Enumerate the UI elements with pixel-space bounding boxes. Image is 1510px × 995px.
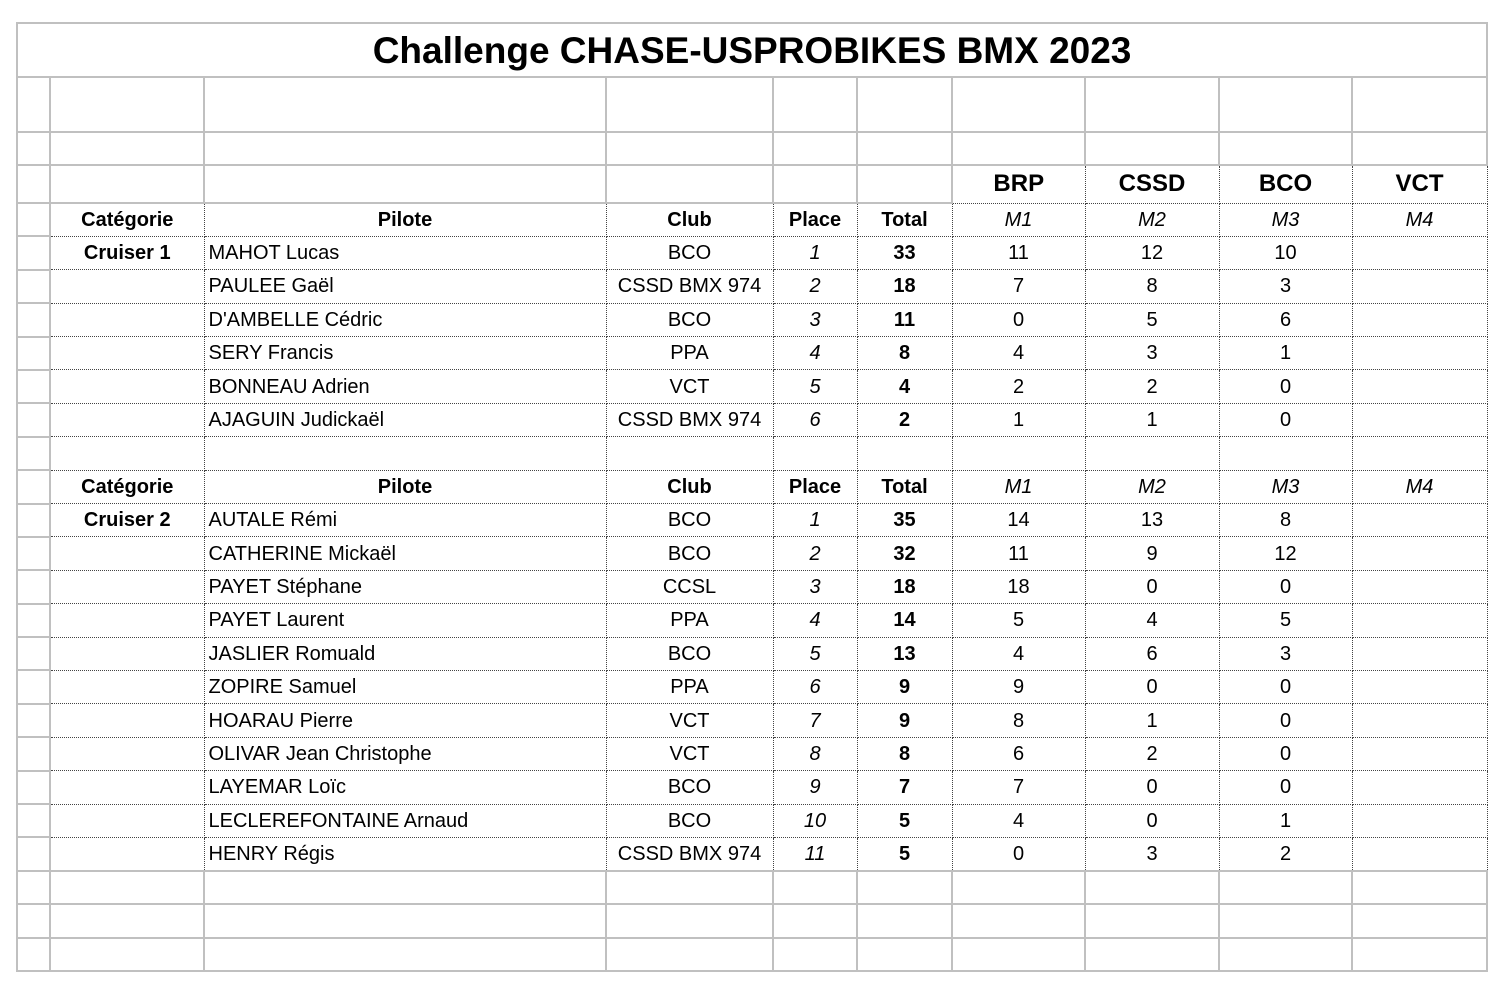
empty-cell[interactable]: [952, 77, 1085, 132]
header-total[interactable]: Total: [857, 203, 952, 236]
empty-cell[interactable]: [857, 165, 952, 203]
m1-cell[interactable]: 11: [952, 537, 1085, 570]
race-header-vct[interactable]: VCT: [1352, 165, 1487, 203]
table-row: [17, 737, 1487, 770]
empty-cell[interactable]: [1085, 437, 1219, 470]
header-club[interactable]: Club: [606, 470, 773, 503]
club-cell[interactable]: PPA: [606, 337, 773, 370]
empty-cell[interactable]: [17, 570, 50, 603]
club-cell[interactable]: PPA: [606, 604, 773, 637]
total-cell[interactable]: 13: [857, 637, 952, 670]
pilote-cell[interactable]: LECLEREFONTAINE Arnaud: [204, 804, 606, 837]
table-row: [17, 804, 1487, 837]
m3-cell[interactable]: 6: [1219, 303, 1352, 336]
m1-cell[interactable]: 9: [952, 670, 1085, 703]
empty-cell[interactable]: [17, 537, 50, 570]
empty-cell[interactable]: [1219, 132, 1352, 165]
empty-cell[interactable]: [1352, 871, 1487, 904]
m1-cell[interactable]: 5: [952, 604, 1085, 637]
m2-cell[interactable]: 13: [1085, 504, 1219, 537]
empty-cell[interactable]: [952, 132, 1085, 165]
empty-cell[interactable]: [50, 871, 204, 904]
pilote-cell[interactable]: MAHOT Lucas: [204, 236, 606, 269]
club-cell[interactable]: BCO: [606, 637, 773, 670]
m3-cell[interactable]: 0: [1219, 670, 1352, 703]
total-cell[interactable]: 5: [857, 804, 952, 837]
empty-cell[interactable]: [1085, 132, 1219, 165]
m2-cell[interactable]: 3: [1085, 337, 1219, 370]
empty-cell[interactable]: [17, 403, 50, 436]
m4-cell[interactable]: [1352, 704, 1487, 737]
race-header-brp[interactable]: BRP: [952, 165, 1085, 203]
place-cell[interactable]: 5: [773, 637, 857, 670]
m2-cell[interactable]: 2: [1085, 737, 1219, 770]
empty-cell[interactable]: [17, 77, 50, 132]
empty-cell[interactable]: [857, 437, 952, 470]
place-cell[interactable]: 3: [773, 303, 857, 336]
m3-cell[interactable]: 3: [1219, 270, 1352, 303]
category-label[interactable]: Cruiser 1: [50, 236, 204, 269]
club-cell[interactable]: VCT: [606, 737, 773, 770]
empty-cell[interactable]: [17, 165, 50, 203]
pilote-cell[interactable]: LAYEMAR Loïc: [204, 771, 606, 804]
empty-row: [17, 904, 1487, 937]
club-cell[interactable]: BCO: [606, 537, 773, 570]
m4-cell[interactable]: [1352, 337, 1487, 370]
m4-cell[interactable]: [1352, 804, 1487, 837]
place-cell[interactable]: 11: [773, 837, 857, 870]
m4-cell[interactable]: [1352, 604, 1487, 637]
m1-cell[interactable]: 7: [952, 270, 1085, 303]
m1-cell[interactable]: 4: [952, 337, 1085, 370]
empty-cell[interactable]: [17, 837, 50, 870]
header-categorie[interactable]: Catégorie: [50, 203, 204, 236]
place-cell[interactable]: 1: [773, 504, 857, 537]
empty-cell[interactable]: [773, 437, 857, 470]
empty-cell[interactable]: [17, 637, 50, 670]
place-cell[interactable]: 10: [773, 804, 857, 837]
empty-cell[interactable]: [17, 370, 50, 403]
place-cell[interactable]: 1: [773, 236, 857, 269]
pilote-cell[interactable]: D'AMBELLE Cédric: [204, 303, 606, 336]
empty-cell[interactable]: [857, 77, 952, 132]
header-m2[interactable]: M2: [1085, 203, 1219, 236]
category-cell[interactable]: [50, 370, 204, 403]
empty-cell[interactable]: [857, 871, 952, 904]
m1-cell[interactable]: 4: [952, 804, 1085, 837]
pilote-cell[interactable]: ZOPIRE Samuel: [204, 670, 606, 703]
place-cell[interactable]: 9: [773, 771, 857, 804]
m1-cell[interactable]: 8: [952, 704, 1085, 737]
category-cell[interactable]: [50, 737, 204, 770]
empty-cell[interactable]: [204, 871, 606, 904]
header-categorie[interactable]: Catégorie: [50, 470, 204, 503]
m4-cell[interactable]: [1352, 403, 1487, 436]
race-header-row: [17, 165, 1487, 203]
total-cell[interactable]: 9: [857, 704, 952, 737]
empty-row: [17, 938, 1487, 971]
race-header-cssd[interactable]: CSSD: [1085, 165, 1219, 203]
m3-cell[interactable]: 0: [1219, 737, 1352, 770]
table-row: [17, 604, 1487, 637]
club-cell[interactable]: BCO: [606, 804, 773, 837]
category-cell[interactable]: [50, 403, 204, 436]
empty-cell[interactable]: [17, 871, 50, 904]
m2-cell[interactable]: 1: [1085, 403, 1219, 436]
table-row: [17, 837, 1487, 870]
table-row: [17, 303, 1487, 336]
empty-cell[interactable]: [17, 904, 50, 937]
table-row: [17, 403, 1487, 436]
total-cell[interactable]: 32: [857, 537, 952, 570]
m1-cell[interactable]: 18: [952, 570, 1085, 603]
empty-cell[interactable]: [17, 132, 50, 165]
pilote-cell[interactable]: HENRY Régis: [204, 837, 606, 870]
empty-cell[interactable]: [1352, 938, 1487, 971]
m3-cell[interactable]: 12: [1219, 537, 1352, 570]
standings-table: [16, 22, 1488, 972]
empty-cell[interactable]: [773, 871, 857, 904]
empty-cell[interactable]: [1352, 437, 1487, 470]
pilote-cell[interactable]: PAYET Laurent: [204, 604, 606, 637]
empty-cell[interactable]: [952, 938, 1085, 971]
place-cell[interactable]: 5: [773, 370, 857, 403]
category-cell[interactable]: [50, 570, 204, 603]
m4-cell[interactable]: [1352, 370, 1487, 403]
table-row: [17, 370, 1487, 403]
pilote-cell[interactable]: JASLIER Romuald: [204, 637, 606, 670]
m3-cell[interactable]: 5: [1219, 604, 1352, 637]
m1-cell[interactable]: 7: [952, 771, 1085, 804]
empty-cell[interactable]: [606, 77, 773, 132]
empty-cell[interactable]: [1352, 132, 1487, 165]
m1-cell[interactable]: 6: [952, 737, 1085, 770]
empty-cell[interactable]: [17, 303, 50, 336]
m2-cell[interactable]: 2: [1085, 370, 1219, 403]
header-m3[interactable]: M3: [1219, 203, 1352, 236]
m1-cell[interactable]: 0: [952, 837, 1085, 870]
m2-cell[interactable]: 0: [1085, 570, 1219, 603]
empty-cell[interactable]: [17, 337, 50, 370]
empty-cell[interactable]: [204, 938, 606, 971]
m3-cell[interactable]: 2: [1219, 837, 1352, 870]
pilote-cell[interactable]: AUTALE Rémi: [204, 504, 606, 537]
empty-cell[interactable]: [952, 437, 1085, 470]
m3-cell[interactable]: 0: [1219, 570, 1352, 603]
m3-cell[interactable]: 1: [1219, 337, 1352, 370]
pilote-cell[interactable]: BONNEAU Adrien: [204, 370, 606, 403]
empty-cell[interactable]: [773, 132, 857, 165]
total-cell[interactable]: 5: [857, 837, 952, 870]
m2-cell[interactable]: 5: [1085, 303, 1219, 336]
m4-cell[interactable]: [1352, 771, 1487, 804]
empty-cell[interactable]: [50, 132, 204, 165]
header-pilote[interactable]: Pilote: [204, 203, 606, 236]
m2-cell[interactable]: 4: [1085, 604, 1219, 637]
place-cell[interactable]: 7: [773, 704, 857, 737]
m1-cell[interactable]: 11: [952, 236, 1085, 269]
empty-cell[interactable]: [606, 437, 773, 470]
empty-cell[interactable]: [773, 938, 857, 971]
m2-cell[interactable]: 12: [1085, 236, 1219, 269]
empty-cell[interactable]: [17, 804, 50, 837]
empty-cell[interactable]: [1219, 938, 1352, 971]
empty-cell[interactable]: [606, 132, 773, 165]
empty-cell[interactable]: [204, 904, 606, 937]
m4-cell[interactable]: [1352, 537, 1487, 570]
empty-cell[interactable]: [17, 737, 50, 770]
table-row: [17, 771, 1487, 804]
category-cell[interactable]: [50, 537, 204, 570]
m4-cell[interactable]: [1352, 637, 1487, 670]
total-cell[interactable]: 33: [857, 236, 952, 269]
header-m2[interactable]: M2: [1085, 470, 1219, 503]
category-cell[interactable]: [50, 303, 204, 336]
header-m4[interactable]: M4: [1352, 470, 1487, 503]
empty-row: [17, 437, 1487, 470]
category-label[interactable]: Cruiser 2: [50, 504, 204, 537]
category-cell[interactable]: [50, 337, 204, 370]
empty-cell[interactable]: [773, 904, 857, 937]
m4-cell[interactable]: [1352, 270, 1487, 303]
m3-cell[interactable]: 0: [1219, 403, 1352, 436]
empty-cell[interactable]: [606, 938, 773, 971]
empty-cell[interactable]: [17, 938, 50, 971]
club-cell[interactable]: CSSD BMX 974: [606, 837, 773, 870]
total-cell[interactable]: 11: [857, 303, 952, 336]
empty-cell[interactable]: [204, 132, 606, 165]
category-cell[interactable]: [50, 837, 204, 870]
empty-cell[interactable]: [17, 670, 50, 703]
m2-cell[interactable]: 3: [1085, 837, 1219, 870]
empty-cell[interactable]: [857, 132, 952, 165]
empty-cell[interactable]: [1085, 871, 1219, 904]
place-cell[interactable]: 8: [773, 737, 857, 770]
header-place[interactable]: Place: [773, 470, 857, 503]
total-cell[interactable]: 8: [857, 337, 952, 370]
category-cell[interactable]: [50, 637, 204, 670]
table-row: [17, 270, 1487, 303]
club-cell[interactable]: BCO: [606, 504, 773, 537]
empty-cell[interactable]: [17, 504, 50, 537]
header-place[interactable]: Place: [773, 203, 857, 236]
m4-cell[interactable]: [1352, 236, 1487, 269]
empty-cell[interactable]: [17, 437, 50, 470]
place-cell[interactable]: 2: [773, 270, 857, 303]
category-cell[interactable]: [50, 704, 204, 737]
header-m1[interactable]: M1: [952, 470, 1085, 503]
empty-cell[interactable]: [1352, 904, 1487, 937]
pilote-cell[interactable]: SERY Francis: [204, 337, 606, 370]
m2-cell[interactable]: 0: [1085, 804, 1219, 837]
m1-cell[interactable]: 2: [952, 370, 1085, 403]
m4-cell[interactable]: [1352, 504, 1487, 537]
pilote-cell[interactable]: OLIVAR Jean Christophe: [204, 737, 606, 770]
m3-cell[interactable]: 0: [1219, 771, 1352, 804]
total-cell[interactable]: 2: [857, 403, 952, 436]
empty-cell[interactable]: [1219, 904, 1352, 937]
empty-cell[interactable]: [1352, 77, 1487, 132]
table-row: [17, 337, 1487, 370]
header-club[interactable]: Club: [606, 203, 773, 236]
m3-cell[interactable]: 0: [1219, 704, 1352, 737]
table-row: [17, 670, 1487, 703]
m4-cell[interactable]: [1352, 737, 1487, 770]
club-cell[interactable]: VCT: [606, 704, 773, 737]
empty-cell[interactable]: [606, 904, 773, 937]
place-cell[interactable]: 2: [773, 537, 857, 570]
m3-cell[interactable]: 8: [1219, 504, 1352, 537]
place-cell[interactable]: 3: [773, 570, 857, 603]
empty-cell[interactable]: [204, 77, 606, 132]
empty-cell[interactable]: [606, 165, 773, 203]
header-m3[interactable]: M3: [1219, 470, 1352, 503]
empty-row: [17, 871, 1487, 904]
empty-cell[interactable]: [17, 270, 50, 303]
empty-cell[interactable]: [857, 904, 952, 937]
page-title: Challenge CHASE-USPROBIKES BMX 2023: [17, 23, 1487, 77]
empty-cell[interactable]: [1219, 437, 1352, 470]
pilote-cell[interactable]: HOARAU Pierre: [204, 704, 606, 737]
place-cell[interactable]: 4: [773, 604, 857, 637]
table-row: [17, 570, 1487, 603]
place-cell[interactable]: 6: [773, 403, 857, 436]
m2-cell[interactable]: 0: [1085, 670, 1219, 703]
empty-cell[interactable]: [1219, 77, 1352, 132]
empty-cell[interactable]: [17, 470, 50, 503]
header-pilote[interactable]: Pilote: [204, 470, 606, 503]
m4-cell[interactable]: [1352, 670, 1487, 703]
club-cell[interactable]: VCT: [606, 370, 773, 403]
empty-cell[interactable]: [17, 236, 50, 269]
empty-cell[interactable]: [50, 938, 204, 971]
m1-cell[interactable]: 0: [952, 303, 1085, 336]
pilote-cell[interactable]: PAULEE Gaël: [204, 270, 606, 303]
empty-cell[interactable]: [204, 165, 606, 203]
m3-cell[interactable]: 10: [1219, 236, 1352, 269]
empty-cell[interactable]: [952, 871, 1085, 904]
empty-cell[interactable]: [857, 938, 952, 971]
m3-cell[interactable]: 0: [1219, 370, 1352, 403]
column-header-row: [17, 203, 1487, 236]
m3-cell[interactable]: 1: [1219, 804, 1352, 837]
m1-cell[interactable]: 1: [952, 403, 1085, 436]
total-cell[interactable]: 8: [857, 737, 952, 770]
total-cell[interactable]: 18: [857, 570, 952, 603]
club-cell[interactable]: BCO: [606, 303, 773, 336]
m4-cell[interactable]: [1352, 837, 1487, 870]
m1-cell[interactable]: 14: [952, 504, 1085, 537]
race-header-bco[interactable]: BCO: [1219, 165, 1352, 203]
club-cell[interactable]: CSSD BMX 974: [606, 403, 773, 436]
m2-cell[interactable]: 6: [1085, 637, 1219, 670]
empty-cell[interactable]: [17, 203, 50, 236]
total-cell[interactable]: 7: [857, 771, 952, 804]
empty-cell[interactable]: [17, 704, 50, 737]
total-cell[interactable]: 9: [857, 670, 952, 703]
category-cell[interactable]: [50, 604, 204, 637]
pilote-cell[interactable]: CATHERINE Mickaël: [204, 537, 606, 570]
empty-cell[interactable]: [773, 165, 857, 203]
category-cell[interactable]: [50, 771, 204, 804]
category-cell[interactable]: [50, 670, 204, 703]
club-cell[interactable]: CCSL: [606, 570, 773, 603]
m1-cell[interactable]: 4: [952, 637, 1085, 670]
empty-cell[interactable]: [1085, 77, 1219, 132]
pilote-cell[interactable]: PAYET Stéphane: [204, 570, 606, 603]
empty-cell[interactable]: [1085, 904, 1219, 937]
empty-cell[interactable]: [17, 604, 50, 637]
empty-cell[interactable]: [17, 771, 50, 804]
total-cell[interactable]: 4: [857, 370, 952, 403]
club-cell[interactable]: BCO: [606, 236, 773, 269]
category-cell[interactable]: [50, 804, 204, 837]
total-cell[interactable]: 35: [857, 504, 952, 537]
empty-cell[interactable]: [952, 904, 1085, 937]
m3-cell[interactable]: 3: [1219, 637, 1352, 670]
total-cell[interactable]: 18: [857, 270, 952, 303]
empty-cell[interactable]: [1085, 938, 1219, 971]
place-cell[interactable]: 4: [773, 337, 857, 370]
table-row: [17, 637, 1487, 670]
header-m4[interactable]: M4: [1352, 203, 1487, 236]
m2-cell[interactable]: 0: [1085, 771, 1219, 804]
column-header-row: [17, 470, 1487, 503]
empty-cell[interactable]: [50, 165, 204, 203]
table-row: [17, 537, 1487, 570]
m2-cell[interactable]: 9: [1085, 537, 1219, 570]
empty-cell[interactable]: [1219, 871, 1352, 904]
empty-cell[interactable]: [50, 437, 204, 470]
empty-cell[interactable]: [606, 871, 773, 904]
table-row: [17, 236, 1487, 269]
table-row: [17, 504, 1487, 537]
pilote-cell[interactable]: AJAGUIN Judickaël: [204, 403, 606, 436]
header-m1[interactable]: M1: [952, 203, 1085, 236]
category-cell[interactable]: [50, 270, 204, 303]
empty-cell[interactable]: [773, 77, 857, 132]
total-cell[interactable]: 14: [857, 604, 952, 637]
club-cell[interactable]: CSSD BMX 974: [606, 270, 773, 303]
m2-cell[interactable]: 1: [1085, 704, 1219, 737]
place-cell[interactable]: 6: [773, 670, 857, 703]
m4-cell[interactable]: [1352, 303, 1487, 336]
m2-cell[interactable]: 8: [1085, 270, 1219, 303]
empty-cell[interactable]: [204, 437, 606, 470]
m4-cell[interactable]: [1352, 570, 1487, 603]
club-cell[interactable]: PPA: [606, 670, 773, 703]
club-cell[interactable]: BCO: [606, 771, 773, 804]
empty-cell[interactable]: [50, 904, 204, 937]
header-total[interactable]: Total: [857, 470, 952, 503]
table-row: [17, 704, 1487, 737]
empty-cell[interactable]: [50, 77, 204, 132]
